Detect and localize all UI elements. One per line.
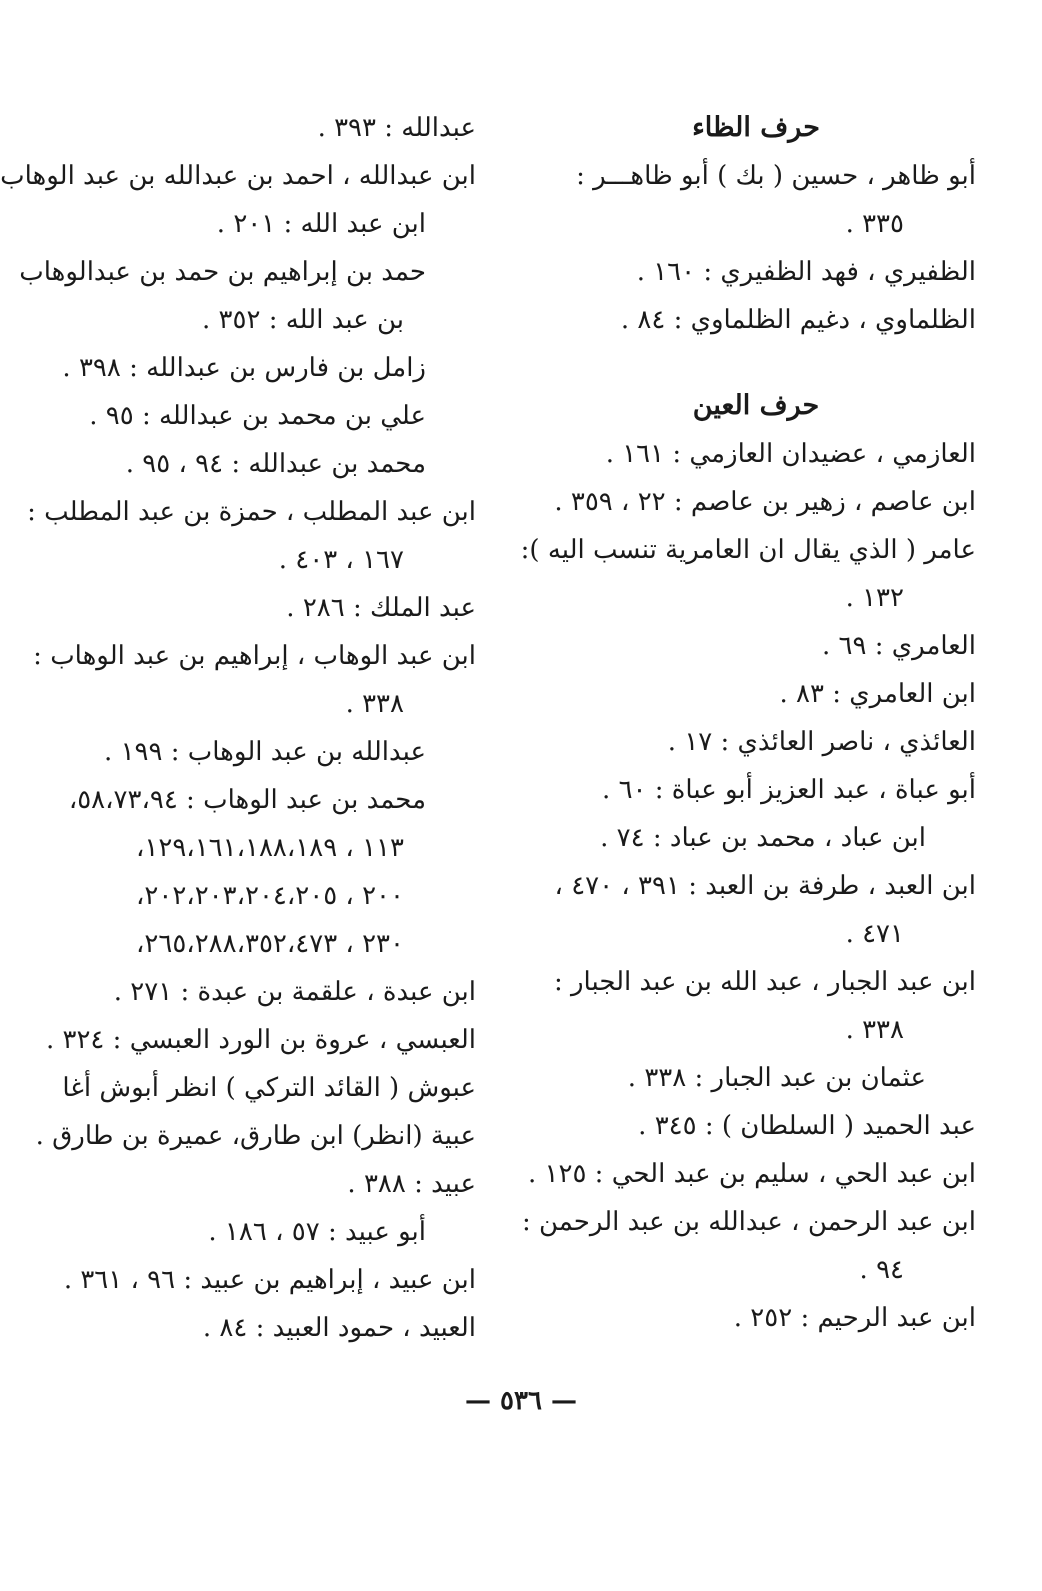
index-entry [536,766,976,814]
entry-line: عامر ( الذي يقال ان العامرية تنسب اليه ): [520,535,976,565]
entry-line: ٤٧١ . [845,919,904,949]
entry-line: أبو ظاهر ، حسين ( بك ) أبو ظاهـــر : [576,161,976,191]
entry-line: ٢٣٠ ، ٢٦٥،٢٨٨،٣٥٢،٤٧٣، [136,929,404,959]
index-entry [34,344,476,392]
entry-line: العازمي ، عضيدان العازمي : ١٦١ . [605,439,976,469]
index-entry [536,1102,976,1150]
index-entry [34,104,476,152]
index-entry [536,958,976,1054]
entry-line: ٣٣٥ . [845,209,904,239]
entry-line: ابن العبد ، طرفة بن العبد : ٣٩١ ، ٤٧٠ ، [554,871,976,901]
entry-line: ابن عبد المطلب ، حمزة بن عبد المطلب : [27,497,476,527]
index-entry [536,862,976,958]
entry-line: زامل بن فارس بن عبدالله : ٣٩٨ . [62,353,426,383]
entries-zah [536,152,976,344]
entry-line: ابن عبد الله : ٢٠١ . [216,209,426,239]
index-entry [536,430,976,478]
index-entry [34,1160,476,1208]
index-entry [34,728,476,776]
entry-line: ابن عبد الرحمن ، عبدالله بن عبد الرحمن : [521,1207,976,1237]
index-entry [536,622,976,670]
entry-line: الظفيري ، فهد الظفيري : ١٦٠ . [636,257,976,287]
index-entry [536,1054,976,1102]
entry-line: عبية (انظر) ابن طارق، عميرة بن طارق . [35,1121,476,1151]
entry-line: حمد بن إبراهيم بن حمد بن عبدالوهاب [19,257,426,287]
index-entry [34,1208,476,1256]
entries-ain [520,430,976,1342]
index-column-right [520,104,976,1342]
entry-line: عبد الملك : ٢٨٦ . [286,593,476,623]
entry-line: ابن عباد ، محمد بن عباد : ٧٤ . [600,823,926,853]
entry-line: العائذي ، ناصر العائذي : ١٧ . [667,727,976,757]
entry-line: أبو عباة ، عبد العزيز أبو عباة : ٦٠ . [602,775,976,805]
section-heading-ain: حرف العين [692,390,820,421]
section-heading-zah: حرف الظاء [692,112,820,143]
entry-line: علي بن محمد بن عبدالله : ٩٥ . [89,401,426,431]
index-entry [536,478,976,526]
entry-line: ٣٣٨ . [345,689,404,719]
entry-line: ابن عبد الرحيم : ٢٥٢ . [733,1303,976,1333]
entry-line: عثمان بن عبد الجبار : ٣٣٨ . [627,1063,926,1093]
index-entry [34,1256,476,1304]
entry-line: ابن عبيد ، إبراهيم بن عبيد : ٩٦ ، ٣٦١ . [63,1265,476,1295]
index-entry [34,776,476,968]
index-entry [536,814,976,862]
index-entry [34,1304,476,1352]
entry-line: العبيد ، حمود العبيد : ٨٤ . [202,1313,476,1343]
entry-line: عبد الحميد ( السلطان ) : ٣٤٥ . [638,1111,976,1141]
entry-line: ابن العامري : ٨٣ . [779,679,976,709]
page-number: — ٥٣٦ — [464,1386,578,1416]
entry-line: ١١٣ ، ١٢٩،١٦١،١٨٨،١٨٩، [136,833,404,863]
entry-line: ابن عبدالله ، احمد بن عبدالله بن عبد الوهاب [0,161,476,191]
entry-line: ابن عبد الحي ، سليم بن عبد الحي : ١٢٥ . [527,1159,976,1189]
index-entry [34,440,476,488]
index-entry [536,1294,976,1342]
index-entry [536,670,976,718]
index-entry [34,632,476,728]
index-entry [34,1064,476,1112]
entry-line: ابن عبد الجبار ، عبد الله بن عبد الجبار : [553,967,976,997]
entry-line: بن عبد الله : ٣٥٢ . [202,305,404,335]
index-entry [34,968,476,1016]
index-entry [536,296,976,344]
entry-line: عبدالله : ٣٩٣ . [317,113,476,143]
index-entry [19,248,476,344]
entry-line: ٢٠٠ ، ٢٠٢،٢٠٣،٢٠٤،٢٠٥، [136,881,404,911]
entry-line: أبو عبيد : ٥٧ ، ١٨٦ . [208,1217,426,1247]
entry-line: عبدالله بن عبد الوهاب : ١٩٩ . [104,737,426,767]
entry-line: ابن عبد الوهاب ، إبراهيم بن عبد الوهاب : [33,641,476,671]
index-entry [34,392,476,440]
entry-line: محمد بن عبدالله : ٩٤ ، ٩٥ . [125,449,426,479]
index-entry [527,1150,976,1198]
entry-line: ١٦٧ ، ٤٠٣ . [278,545,404,575]
entry-line: ١٣٢ . [845,583,904,613]
index-entry [536,248,976,296]
index-entry [536,718,976,766]
entry-line: عبيد : ٣٨٨ . [347,1169,476,1199]
entry-line: ابن عاصم ، زهير بن عاصم : ٢٢ ، ٣٥٩ . [554,487,976,517]
index-entry [34,1112,476,1160]
index-entry [34,584,476,632]
section-gap [536,344,976,382]
index-column-left [0,104,476,1352]
index-entry [34,1016,476,1064]
index-entry [520,526,976,622]
entry-line: العامري : ٦٩ . [822,631,976,661]
entry-line: الظلماوي ، دغيم الظلماوي : ٨٤ . [620,305,976,335]
entry-line: ٩٤ . [859,1255,904,1285]
entry-line: عبوش ( القائد التركي ) انظر أبوش أغا [62,1073,476,1103]
entry-line: ابن عبدة ، علقمة بن عبدة : ٢٧١ . [113,977,476,1007]
entry-line: ٣٣٨ . [845,1015,904,1045]
entry-line: العبسي ، عروة بن الورد العبسي : ٣٢٤ . [45,1025,476,1055]
index-entry [521,1198,976,1294]
entry-line: محمد بن عبد الوهاب : ٥٨،٧٣،٩٤، [68,785,426,815]
index-entry [27,488,476,584]
index-entry [536,152,976,248]
index-entry [0,152,476,248]
